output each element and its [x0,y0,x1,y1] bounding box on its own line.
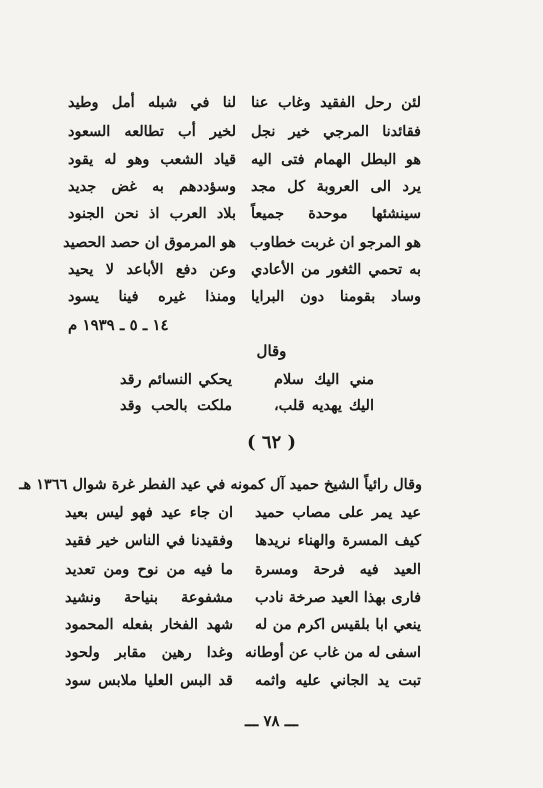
section-number: ( ٦٢ ) [247,432,296,453]
verse-second-hemistich: ومنذا غيره فينا يسود [68,288,236,305]
verse-second-hemistich: وعن دفع الأباعد لا يحيد [68,261,236,278]
verse-second-hemistich: ان جاء عيد فهو ليس بعيد [65,504,233,521]
poem-intro: وقال رائياً الشيخ حميد آل كمونه في عيد الفطر غرة شوال ١٣٦٦ هـ [19,476,422,493]
verse-second-hemistich: ملكت بالحب وقد [120,397,232,414]
verse-second-hemistich: وفقيدنا في الناس خير فقيد [65,532,233,549]
verse-first-hemistich: مني اليك سلام [274,371,374,388]
verse-first-hemistich: العيد فيه فرحة ومسرة [255,561,421,578]
verse-second-hemistich: لخير أب تطالعه السعود [68,123,236,140]
verse-first-hemistich: سينشئها موحدة جميعاً [251,205,421,222]
poem-intro: وقال [256,342,287,360]
verse-first-hemistich: وساد بقومنا دون البرايا [251,288,421,305]
verse-second-hemistich: وغدا رهين مقابر ولحود [65,644,233,661]
verse-first-hemistich: فقائدنا المرجي خير نجل [251,123,421,140]
verse-first-hemistich: هو البطل الهمام فتى اليه [251,151,421,168]
verse-first-hemistich: اسفی له من غاب عن أوطانه [245,644,421,661]
verse-second-hemistich: قياد الشعب وهو له يقود [68,151,236,168]
verse-second-hemistich: لنا في شبله أمل وطيد [68,94,236,111]
verse-first-hemistich: فاری بهذا العيد صرخة نادب [255,589,421,606]
verse-second-hemistich: يحكي النسائم رقد [120,371,232,388]
verse-second-hemistich: بلاد العرب اذ نحن الجنود [68,205,236,222]
verse-second-hemistich: ما فيه من نوح ومن تعديد [65,561,233,578]
verse-second-hemistich: مشفوعة بنياحة ونشيد [65,589,233,606]
verse-second-hemistich: شهد الفخار بفعله المحمود [65,616,233,633]
verse-first-hemistich: يرد الى العروبة كل مجد [251,178,421,195]
verse-second-hemistich: هو المرموق ان حصد الحصيد [63,234,236,251]
poem-date: ١٤ ـ ٥ ـ ١٩٣٩ م [68,316,169,334]
page-number: ـــ ٧٨ ـــ [245,712,298,730]
verse-first-hemistich: عيد يمر على مصاب حميد [255,504,421,521]
verse-first-hemistich: هو المرجو ان غربت خطاوب [249,234,421,251]
verse-first-hemistich: لئن رحل الفقيد وغاب عنا [251,94,421,111]
verse-first-hemistich: اليك يهديه قلب، [274,397,374,414]
verse-second-hemistich: وسؤددهم به غض جديد [68,178,236,195]
verse-first-hemistich: ينعي ابا بلقيس اكرم من له [255,616,421,633]
verse-first-hemistich: كيف المسرة والهناء نريدها [255,532,421,549]
verse-second-hemistich: قد البس العليا ملابس سود [65,672,233,689]
verse-first-hemistich: تبت يد الجاني عليه واثمه [255,672,421,689]
verse-first-hemistich: به تحمي الثغور من الأعادي [251,261,421,278]
